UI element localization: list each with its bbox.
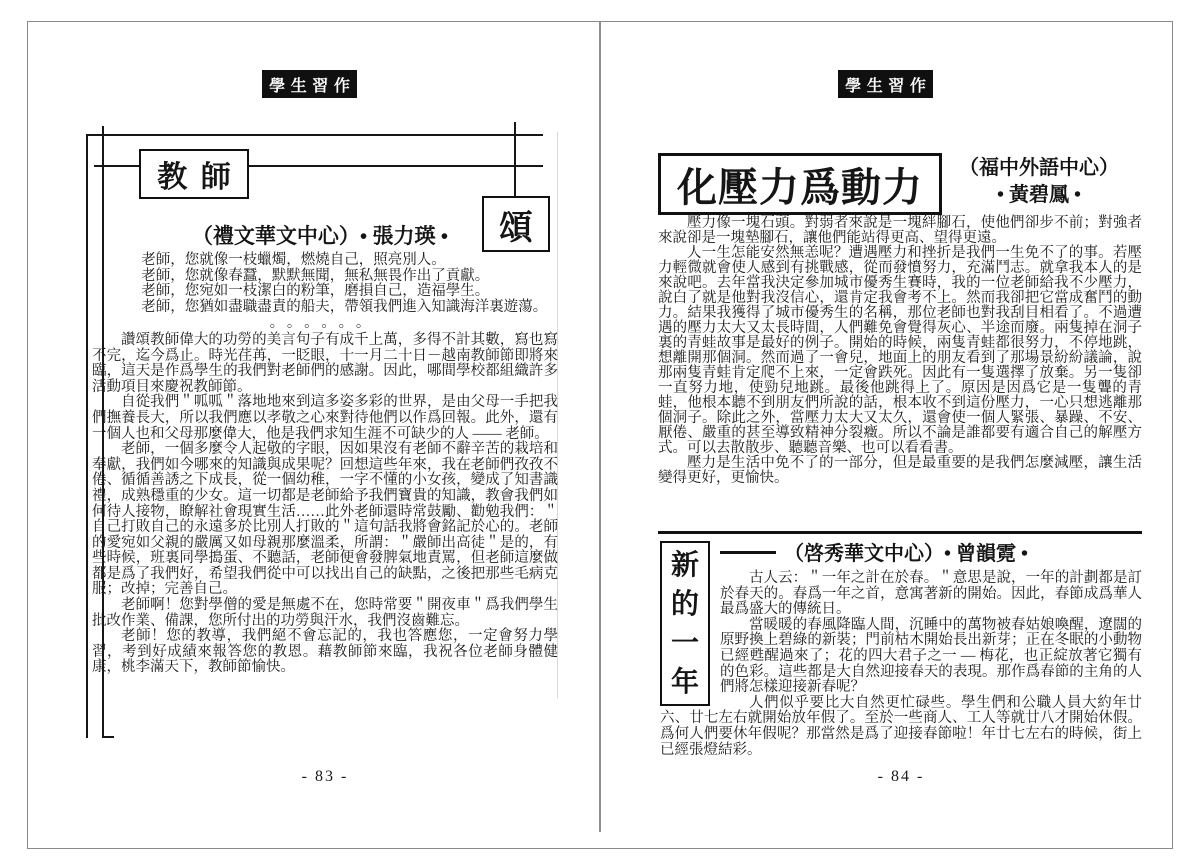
paragraph: 人們似乎要比大自然更忙碌些。學生們和公職人員大約年廿六、廿七左右就開始放年假了。至於一些商人、工人等就廿八才開始休假。爲何人們要休年假呢？那當然是爲了迎接春節啦！年廿七左右的時候，街上已經張燈結彩。	[660, 694, 1142, 758]
article-title-new-year: 新的一年	[671, 549, 700, 698]
dots-separator: 。。。。。。	[269, 315, 381, 332]
article1-body	[658, 216, 1142, 486]
paragraph: 老師啊！您對學僧的愛是無處不在，您時常要＂開夜車＂爲我們學生批改作業、備課，您所付出的功勞與汗水，我們沒齒難忘。	[92, 597, 558, 629]
left-page-body	[92, 253, 558, 676]
section-badge-right: 學生習作	[838, 70, 933, 98]
article-title-teacher: 教師	[139, 149, 249, 199]
frame-line-vertical-right	[514, 122, 516, 200]
paragraph: 讚頌教師偉大的功勞的美言句子有成千上萬，多得不計其數，寫也寫不完，迄今爲止。時光荏苒，一眨眼，十一月二十日－越南教師節即將來臨，這天是作爲學生的我們對老師們的感謝。因此，哪間學校都組織許多活動項目來慶祝教師節。	[92, 331, 558, 395]
page-number-84: - 84 -	[877, 768, 925, 785]
paragraph: 自從我們＂呱呱＂落地地來到這多姿多彩的世界，是由父母一手把我們撫養長大，所以我們應以孝敬之心來對待他們以作爲回報。此外，還有一個人也和父母那麼偉大，他是我們求知生涯不可缺少的人 —— 老師。	[92, 394, 558, 442]
paragraph: 老師，一個多麼令人起敬的字眼，因如果沒有老師不辭辛苦的栽培和奉獻，我們如今哪來的知識與成果呢？回想這些年來，我在老師們孜孜不倦、循循善誘之下成長，從一個幼稚，一字不懂的小女孩，變成了知書識禮，成熟穩重的少女。這一切都是老師給予我們寶貴的知識，教會我們如何待人接物，瞭解社會現實生活……此外老師還時常鼓勵、勸勉我們：＂自己打敗自己的永遠多於比別人打敗的＂這句話我將會銘記於心的。老師的愛宛如父親的嚴厲又如母親那麼溫柔，所謂：＂嚴師出高徒＂是的，有些時候，班裏同學搗蛋、不聽話，老師便會發脾氣地責罵，但老師這麼做都是爲了我們好，希望我們從中可以找出自己的缺點，之後把那些毛病克服；改掉；完善自己。	[92, 441, 558, 598]
poem-line: 老師，您宛如一枝潔白的粉筆，磨損自己，造福學生。	[141, 283, 490, 300]
byline-author-name: • 黃碧鳳 •	[996, 184, 1081, 206]
poem-line: 老師，您猶如盡職盡責的船夫，帶領我們進入知識海洋裏遊蕩。	[141, 298, 548, 315]
title-byline-connector-line	[720, 551, 776, 554]
poem-line: 老師，您就像春蠶，默默無聞，無私無畏作出了貢獻。	[141, 267, 490, 284]
paragraph: 人一生怎能安然無恙呢？遭遇壓力和挫折是我們一生免不了的事。若壓力輕微就會使人感到有挑戰感，從而發憤努力，充滿鬥志。就拿我本人的是來說吧。去年當我決定參加城市優秀生賽時，我的一位老師給我不少壓力，說白了就是他對我沒信心，還肯定我會考不上。然而我卻把它當成奮鬥的動力。結果我獲得了城市優秀生的名稱，那位老師也對我刮目相看了。不過遭遇的壓力太大又太長時間，人們難免會覺得灰心、半途而廢。兩隻掉在洞子裏的青蛙故事是最好的例子。開始的時候，兩隻青蛙都很努力，不停地跳，想離開那個洞。然而過了一會兒，地面上的朋友看到了那場景紛紛議論，說那兩隻青蛙肯定爬不上來，一定會跌死。因此有一隻選擇了放棄。另一隻卻一直努力地，使勁兒地跳。最後他跳得上了。原因是因爲它是一隻聾的青蛙，他根本聽不到朋友們所說的話，根本收不到這份壓力，一心只想逃離那個洞子。除此之外，當壓力太大又太久，還會使一個人緊張、暴躁、不安、厭倦、嚴重的甚至導致精神分裂癥。所以不論是誰都要有適合自己的解壓方式。可以去散散步、聽聽音樂、也可以看看書。	[658, 245, 1142, 456]
poem-block	[92, 253, 558, 315]
article-title-ode-suffix: 頌	[482, 196, 550, 252]
frame-line-vertical-outer	[86, 134, 88, 738]
page-fold-divider	[599, 22, 601, 832]
frame-line-foot-tick	[102, 736, 114, 738]
paragraph: 當暖暖的春風降臨人間，沉睡中的萬物被春姑娘喚醒，遼闊的原野換上碧綠的新裝；門前枯木開始長出新芽；正在冬眠的小動物已經甦醒過來了；花的四大君子之一 — 梅花，也正綻放著它獨有的色彩。這些都是大自然迎接春天的表現。那作爲春節的主角的人們將怎樣迎接新春呢？	[720, 616, 1142, 696]
byline-center-name: （福中外語中心）	[959, 157, 1119, 179]
article-title-new-year-box	[660, 541, 710, 706]
paragraph: 壓力是生活中免不了的一部分，但是最重要的是我們怎麼減壓，讓生活變得更好，更愉快。	[658, 455, 1142, 486]
byline-teacher-article: （禮文華文中心）• 張力瑛 •	[191, 224, 449, 248]
byline-new-year-article	[660, 541, 1142, 567]
paragraph: 古人云：＂一年之計在於春。＂意思是說，一年的計劃都是訂於春天的。春爲一年之首，意寓著新的開始。因此，春節成爲華人最爲盛大的傳統日。	[720, 570, 1142, 618]
poem-line: 老師，您就像一枝蠟燭，燃燒自己，照亮別人。	[141, 252, 446, 268]
paragraph: 壓力像一塊石頭。對弱者來說是一塊絆腳石，使他們卻步不前；對強者來說卻是一塊墊腳石，讓他們能站得更高、望得更遠。	[658, 215, 1142, 246]
paragraph-block-left	[92, 333, 558, 676]
page-number-83: - 83 -	[301, 768, 349, 785]
byline-text: （啓秀華文中心）• 曾韻霓 •	[784, 543, 1029, 565]
frame-line-horizontal-top	[87, 134, 543, 136]
article2-body	[660, 571, 1142, 758]
article-divider-rule	[658, 531, 1142, 534]
byline-pressure-article	[936, 155, 1142, 209]
paragraph: 老師！您的教導，我們絕不會忘記的，我也答應您，一定會努力學習，考到好成績來報答您的教恩。藉教師節來臨，我祝各位老師身體健康，桃李滿天下，教師節愉快。	[92, 628, 558, 676]
section-badge-left: 學生習作	[262, 70, 357, 98]
article2-new-year	[660, 541, 1142, 758]
article-title-pressure: 化壓力爲動力	[658, 153, 942, 215]
